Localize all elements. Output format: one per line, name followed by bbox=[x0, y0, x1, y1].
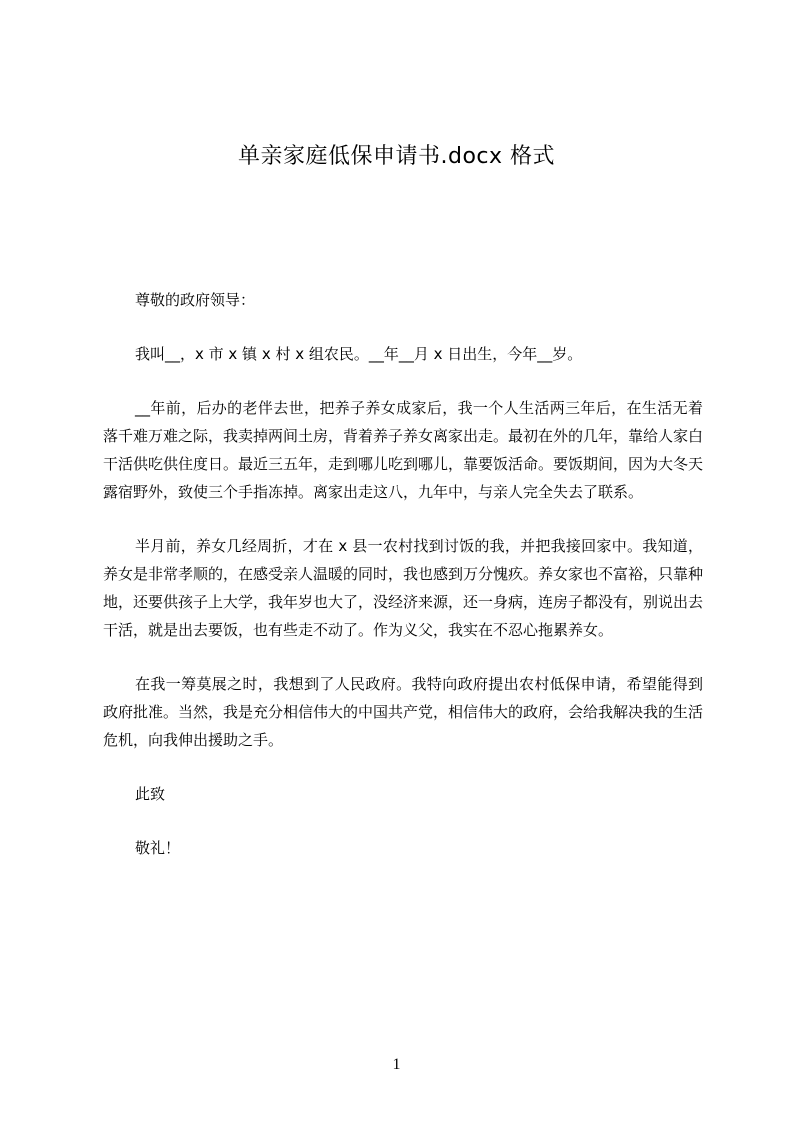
paragraph-1: 我叫__，x 市 x 镇 x 村 x 组农民。__年__月 x 日出生，今年__岁。 bbox=[135, 345, 583, 363]
document-body bbox=[103, 286, 703, 862]
page-number: 1 bbox=[392, 1056, 401, 1073]
salutation: 尊敬的政府领导： bbox=[135, 291, 256, 309]
closing-line-1: 此致 bbox=[135, 785, 166, 803]
document-title: 单亲家庭低保申请书.docx 格式 bbox=[237, 144, 556, 169]
paragraph-3: 半月前，养女几经周折，才在 x 县一农村找到讨饭的我，并把我接回家中。我知道，养女是非常孝顺的，在感受亲人温暖的同时，我也感到万分愧疚。养女家也不富裕，只靠种地，还要供孩子上大学，我年岁也大了，没经济来源，还一身病，连房子都没有，别说出去干活，就是出去要饭，也有些走不动了。作为义父，我实在不忍心拖累养女。 bbox=[103, 537, 704, 639]
paragraph-4: 在我一筹莫展之时，我想到了人民政府。我特向政府提出农村低保申请，希望能得到政府批准。当然，我是充分相信伟大的中国共产党，相信伟大的政府，会给我解决我的生活危机，向我伸出援助之手。 bbox=[103, 675, 704, 749]
closing-line-2: 敬礼！ bbox=[135, 839, 181, 857]
paragraph-2: __年前，后办的老伴去世，把养子养女成家后，我一个人生活两三年后，在生活无着落千难万难之际，我卖掉两间土房，背着养子养女离家出走。最初在外的几年，靠给人家白干活供吃供住度日。最近三五年，走到哪儿吃到哪儿，靠要饭活命。要饭期间，因为大冬天露宿野外，致使三个手指冻掉。离家出走这八，九年中，与亲人完全失去了联系。 bbox=[103, 399, 704, 501]
